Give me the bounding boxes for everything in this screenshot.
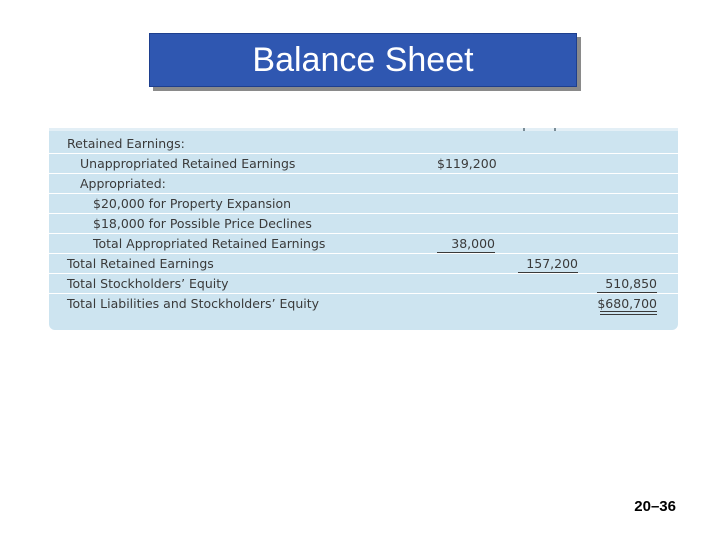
amount-col1: $119,200 [437, 156, 497, 171]
row-label: Retained Earnings: [67, 136, 185, 151]
double-underline-bottom [600, 314, 657, 315]
balance-sheet-table [49, 128, 678, 330]
table-row [49, 213, 678, 234]
table-row [49, 293, 678, 313]
row-label: Total Liabilities and Stockholders’ Equity [67, 296, 320, 311]
table-row [49, 133, 678, 154]
table-row [49, 153, 678, 174]
amount-col3: 510,850 [605, 276, 657, 291]
table-top-edge [49, 128, 678, 131]
slide-title: Balance Sheet [252, 40, 474, 79]
row-label: $20,000 for Property Expansion [93, 196, 292, 211]
table-row [49, 193, 678, 214]
table-row [49, 253, 678, 274]
row-label: Total Stockholders’ Equity [67, 276, 229, 291]
row-label: $18,000 for Possible Price Declines [93, 216, 312, 231]
amount-col2: 157,200 [526, 256, 578, 271]
slide-title-box [149, 33, 577, 87]
table-cutoff-mark [554, 128, 556, 131]
table-row [49, 273, 678, 294]
slide-number: 20–36 [634, 498, 676, 515]
amount-col3: $680,700 [597, 296, 657, 311]
row-label: Total Retained Earnings [67, 256, 214, 271]
row-label: Appropriated: [80, 176, 166, 191]
double-underline-top [600, 311, 657, 312]
amount-col1: 38,000 [451, 236, 495, 251]
table-cutoff-mark [523, 128, 525, 131]
table-row [49, 233, 678, 254]
row-label: Unappropriated Retained Earnings [80, 156, 296, 171]
table-row [49, 173, 678, 194]
row-label: Total Appropriated Retained Earnings [93, 236, 326, 251]
